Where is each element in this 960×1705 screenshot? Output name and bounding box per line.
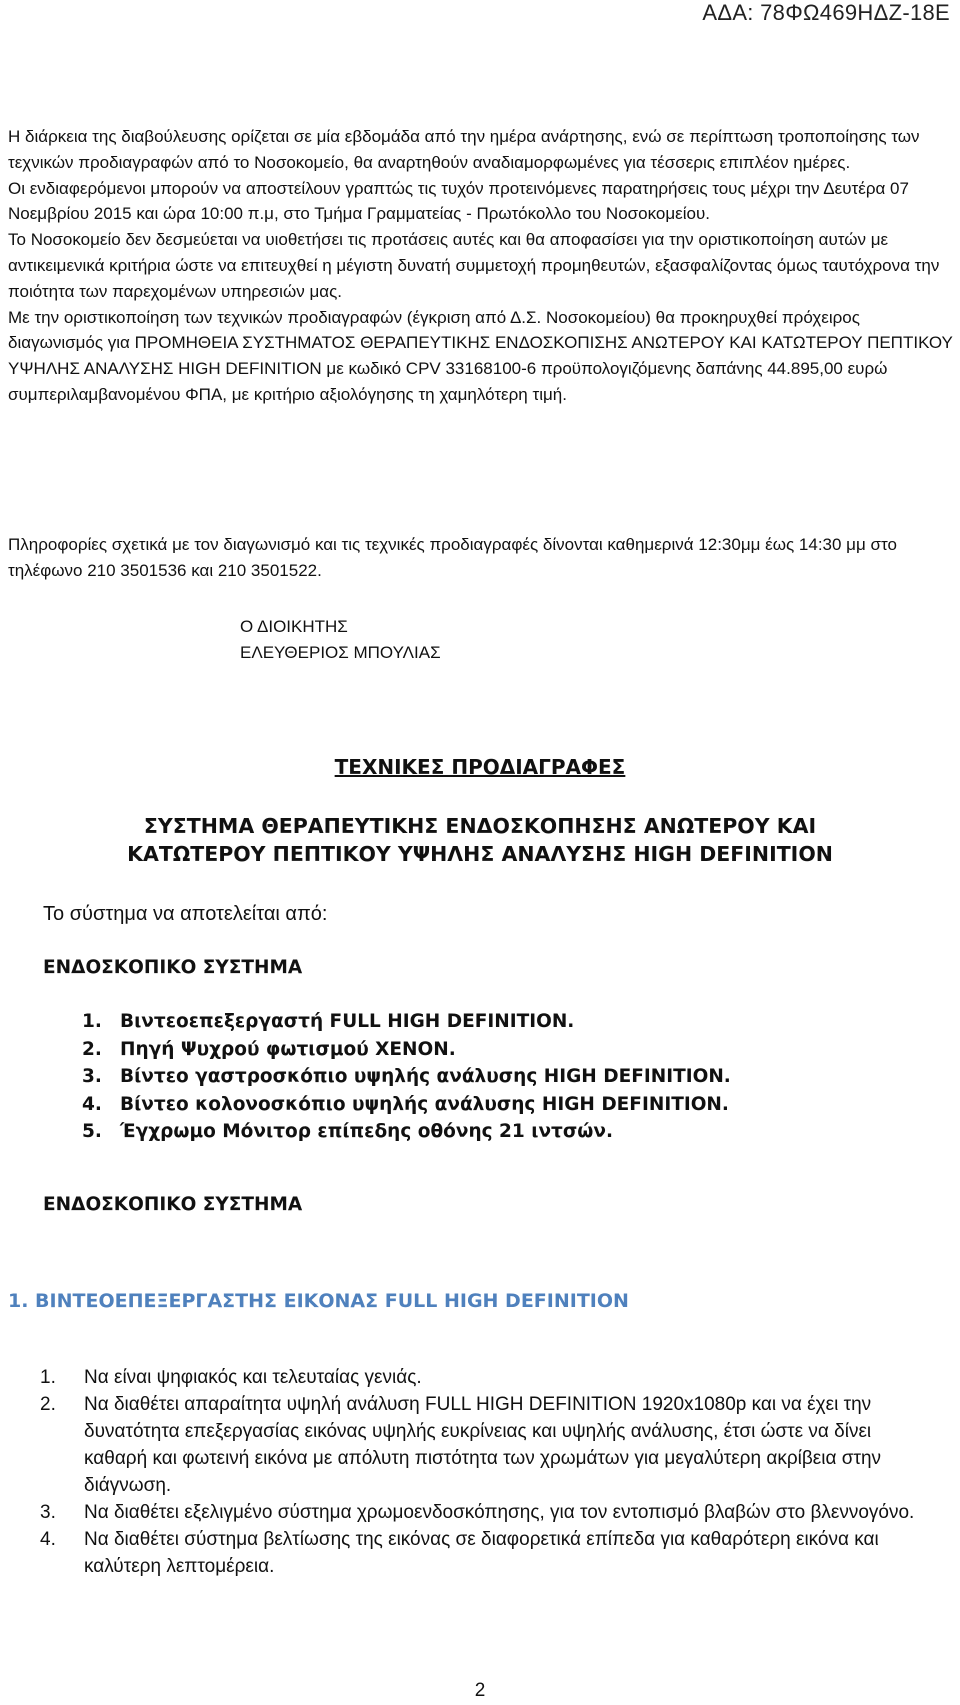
signature-role: Ο ΔΙΟΙΚΗΤΗΣ	[240, 617, 348, 636]
signature-block	[240, 614, 441, 666]
paragraph-hospital-commitment: Το Νοσοκομείο δεν δεσμεύεται να υιοθετήσει τις προτάσεις αυτές και θα αποφασίσει για την οριστικοποίηση αυτών με αντικειμενικά κριτήρια ώστε να επιτευχθεί η μέγιστη δυνατή συμμετοχή προμηθευτών, εξασφαλίζοντας όμως ταυτόχρονα την ποιότητα των παρεχομένων υπηρεσιών μας.	[8, 230, 940, 301]
page-number: 2	[474, 1680, 486, 1701]
item-text: Βίντεο γαστροσκόπιο υψηλής ανάλυσης HIGH DEFINITION.	[120, 1066, 731, 1087]
info-paragraph	[8, 532, 953, 584]
item-text: Έγχρωμο Μόνιτορ επίπεδης οθόνης 21 ιντσών.	[120, 1121, 613, 1142]
component-list	[82, 1008, 731, 1146]
list-item	[82, 1091, 731, 1119]
system-title-line2: ΚΑΤΩΤΕΡΟΥ ΠΕΠΤΙΚΟΥ ΥΨΗΛΗΣ ΑΝΑΛΥΣΗΣ HIGH DEFINITION	[127, 842, 833, 866]
item-text: Να διαθέτει σύστημα βελτίωσης της εικόνας σε διαφορετικά επίπεδα για καθαρότερη εικόνα και καλύτερη λεπτομέρεια.	[84, 1529, 879, 1577]
signature-name: ΕΛΕΥΘΕΡΙΟΣ ΜΠΟΥΛΙΑΣ	[240, 643, 441, 662]
list-item	[40, 1499, 920, 1526]
info-text: Πληροφορίες σχετικά με τον διαγωνισμό και τις τεχνικές προδιαγραφές δίνονται καθημερινά 12:30μμ έως 14:30 μμ στο τηλέφωνο 210 3501536 και 210 3501522.	[8, 535, 897, 580]
item-text: Να διαθέτει απαραίτητα υψηλή ανάλυση FULL HIGH DEFINITION 1920x1080p και να έχει την δυνατότητα επεξεργασίας εικόνας υψηλής ευκρίνειας και υψηλής ανάλυσης, έτσι ώστε να δίνει καθαρή και φωτεινή εικόνα με απόλυτη πιστότητα των χρωμάτων για μεγαλύτερη ακρίβεια στην διάγνωση.	[84, 1394, 882, 1496]
heading-endoscopic-system: ΕΝΔΟΣΚΟΠΙΚΟ ΣΥΣΤΗΜΑ	[43, 957, 303, 978]
item-number: 3.	[40, 1502, 56, 1523]
item-number: 3.	[82, 1066, 102, 1087]
ada-header: ΑΔΑ: 78ΦΩ469ΗΔΖ-18Ε	[702, 0, 950, 25]
item-text: Πηγή Ψυχρού φωτισμού XENON.	[120, 1038, 456, 1060]
list-item	[40, 1364, 920, 1391]
paragraph-duration: Η διάρκεια της διαβούλευσης ορίζεται σε μία εβδομάδα από την ημέρα ανάρτησης, ενώ σε περίπτωση τροποποίησης των τεχνικών προδιαγραφών από το Νοσοκομείο, θα αναρτηθούν αναδιαμορφωμένες για τέσσερις επιπλέον ημέρες.	[8, 127, 920, 172]
item-number: 1.	[82, 1011, 102, 1032]
list-item	[82, 1036, 731, 1064]
item-number: 2.	[40, 1394, 56, 1415]
item-number: 5.	[82, 1121, 102, 1142]
item-number: 4.	[82, 1093, 102, 1115]
system-title-line1: ΣΥΣΤΗΜΑ ΘΕΡΑΠΕΥΤΙΚΗΣ ΕΝΔΟΣΚΟΠΗΣΗΣ ΑΝΩΤΕΡΟΥ ΚΑΙ	[143, 814, 817, 838]
list-item	[82, 1118, 731, 1146]
heading-endoscopic-system-2: ΕΝΔΟΣΚΟΠΙΚΟ ΣΥΣΤΗΜΑ	[43, 1194, 303, 1215]
paragraph-deadline: Οι ενδιαφερόμενοι μπορούν να αποστείλουν γραπτώς τις τυχόν προτεινόμενες παρατηρήσεις τους μέχρι την Δευτέρα 07 Νοεμβρίου 2015 και ώρα 10:00 π.μ, στο Τμήμα Γραμματείας - Πρωτόκολλο του Νοσοκομείου.	[8, 178, 909, 224]
paragraph-tender: Με την οριστικοποίηση των τεχνικών προδιαγραφών (έγκριση από Δ.Σ. Νοσοκομείου) θα προκηρυχθεί πρόχειρος διαγωνισμός για ΠΡΟΜΗΘΕΙΑ ΣΥΣΤΗΜΑΤΟΣ ΘΕΡΑΠΕΥΤΙΚΗΣ ΕΝΔΟΣΚΟΠΙΣΗΣ ΑΝΩΤΕΡΟΥ ΚΑΙ ΚΑΤΩΤΕΡΟΥ ΠΕΠΤΙΚΟΥ ΥΨΗΛΗΣ ΑΝΑΛΥΣΗΣ HIGH DEFINITION με κωδικό CPV 33168100-6 προϋπολογιζόμενης δαπάνης 44.895,00 ευρώ συμπεριλαμβανομένου ΦΠΑ, με κριτήριο αξιολόγησης τη χαμηλότερη τιμή.	[8, 307, 953, 404]
list-item	[82, 1008, 731, 1036]
item-number: 2.	[82, 1038, 102, 1060]
list-item	[82, 1063, 731, 1091]
item-text: Να είναι ψηφιακός και τελευταίας γενιάς.	[84, 1367, 422, 1388]
list-item	[40, 1526, 920, 1580]
item-text: Βίντεο κολονοσκόπιο υψηλής ανάλυσης HIGH DEFINITION.	[120, 1093, 729, 1115]
system-intro: Το σύστημα να αποτελείται από:	[43, 903, 328, 925]
consultation-paragraphs	[8, 124, 953, 408]
system-title	[0, 812, 960, 868]
list-item	[40, 1391, 920, 1499]
specs-title: ΤΕΧΝΙΚΕΣ ΠΡΟΔΙΑΓΡΑΦΕΣ	[334, 755, 626, 779]
item-number: 4.	[40, 1529, 56, 1550]
section-title-video-processor: 1. ΒΙΝΤΕΟΕΠΕΞΕΡΓΑΣΤΗΣ ΕΙΚΟΝΑΣ FULL HIGH DEFINITION	[8, 1290, 629, 1312]
item-number: 1.	[40, 1367, 56, 1388]
item-text: Να διαθέτει εξελιγμένο σύστημα χρωμοενδοσκόπησης, για τον εντοπισμό βλαβών στο βλεννογόνο.	[84, 1502, 915, 1523]
requirements-list	[40, 1364, 920, 1580]
item-text: Βιντεοεπεξεργαστή FULL HIGH DEFINITION.	[120, 1011, 575, 1032]
